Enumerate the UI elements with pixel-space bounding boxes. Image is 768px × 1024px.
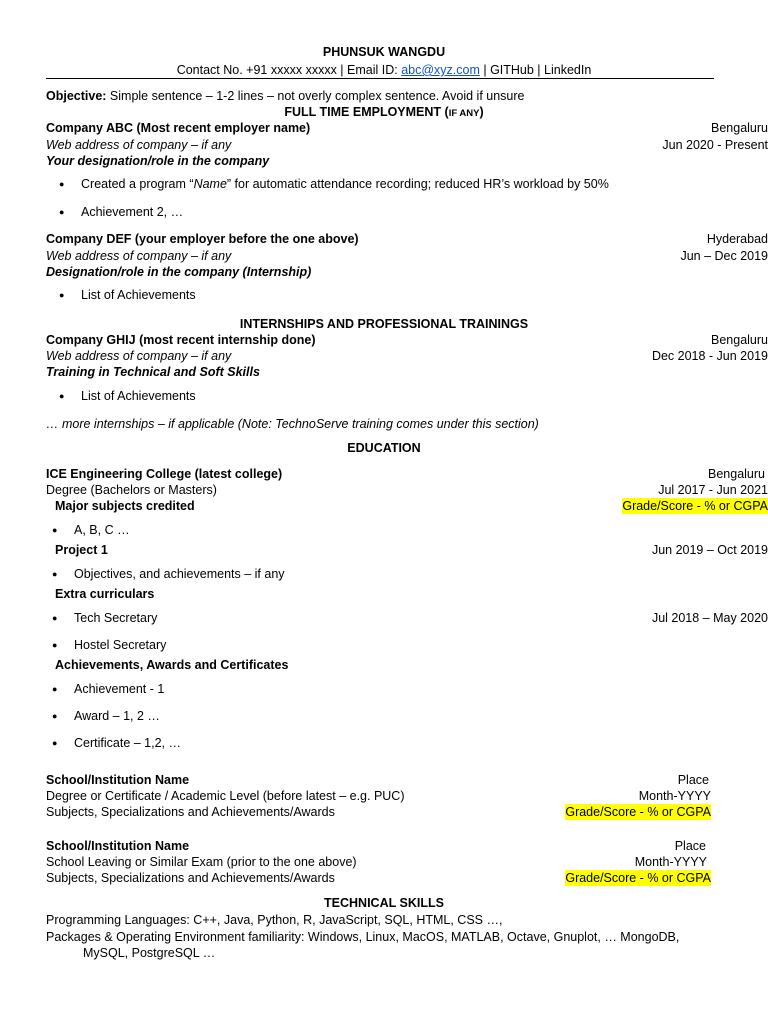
job2-dates: Jun – Dec 2019 (680, 249, 768, 263)
skills-heading: TECHNICAL SKILLS (324, 896, 444, 910)
job1-company: Company ABC (Most recent employer name) (46, 121, 311, 135)
more-internships-note: … more internships – if applicable (Note: TechnoServe training comes under this section) (46, 417, 539, 431)
contact-prefix: Contact No. +91 xxxxx xxxxx | Email ID: (176, 63, 402, 77)
project-label: Project 1 (55, 543, 108, 557)
job2-web: Web address of company – if any (46, 249, 232, 263)
awards-label: Achievements, Awards and Certificates (55, 658, 289, 672)
college-dates: Jul 2017 - Jun 2021 (658, 483, 768, 497)
project-dates: Jun 2019 – Oct 2019 (651, 543, 768, 557)
award-bullet-3: ● Certificate – 1,2, … (74, 735, 181, 751)
extra-bullet-1: ● Tech Secretary (74, 610, 157, 626)
intern-bullet-1: ● List of Achievements (81, 388, 196, 404)
header-divider (46, 78, 714, 79)
intern-place: Bengaluru (711, 333, 768, 347)
award-bullet-1: ● Achievement - 1 (74, 681, 164, 697)
email-link[interactable]: abc@xyz.com (401, 63, 480, 77)
job2-role: Designation/role in the company (Internship) (46, 265, 312, 279)
school1-level: Degree or Certificate / Academic Level (before latest – e.g. PUC) (46, 789, 405, 803)
major-subjects-label: Major subjects credited (55, 499, 195, 513)
contact-line (0, 62, 768, 78)
school2-level: School Leaving or Similar Exam (prior to the one above) (46, 855, 357, 869)
contact-suffix: | GITHub | LinkedIn (479, 63, 592, 77)
job1-bullet-1: ● Created a program “Name” for automatic attendance recording; reduced HR’s workload by 50% (81, 176, 609, 192)
school2-subjects: Subjects, Specializations and Achievements/Awards (46, 871, 335, 885)
college-place: Bengaluru (708, 467, 765, 481)
skills-packages: Packages & Operating Environment familiarity: Windows, Linux, MacOS, MATLAB, Octave, Gnuplot, … MongoDB, (46, 930, 680, 944)
candidate-name: PHUNSUK WANGDU (322, 45, 446, 59)
job1-bullet-2: ● Achievement 2, … (81, 204, 183, 220)
intern-dates: Dec 2018 - Jun 2019 (651, 349, 768, 363)
job2-company: Company DEF (your employer before the one above) (46, 232, 359, 246)
internships-heading: INTERNSHIPS AND PROFESSIONAL TRAININGS (239, 317, 529, 331)
school1-grade: Grade/Score - % or CGPA (565, 805, 711, 819)
award-bullet-2: ● Award – 1, 2 … (74, 708, 160, 724)
job1-dates: Jun 2020 - Present (662, 138, 768, 152)
employment-heading: FULL TIME EMPLOYMENT (IF ANY) (284, 105, 484, 119)
objective-line (46, 88, 525, 104)
intern-role: Training in Technical and Soft Skills (46, 365, 260, 379)
objective-label: Objective: (46, 89, 107, 103)
job1-web: Web address of company – if any (46, 138, 232, 152)
school2-place: Place (674, 839, 706, 853)
skills-languages: Programming Languages: C++, Java, Python, R, JavaScript, SQL, HTML, CSS …, (46, 913, 503, 927)
extra-curriculars-label: Extra curriculars (55, 587, 155, 601)
extra-bullet-2: ● Hostel Secretary (74, 637, 166, 653)
extra-dates: Jul 2018 – May 2020 (651, 611, 768, 625)
school2-date: Month-YYYY (634, 855, 707, 869)
job2-bullet-1: ● List of Achievements (81, 287, 196, 303)
school2-grade: Grade/Score - % or CGPA (565, 871, 711, 885)
college-degree: Degree (Bachelors or Masters) (46, 483, 217, 497)
school1-date: Month-YYYY (638, 789, 711, 803)
school1-place: Place (677, 773, 709, 787)
objective-text: Simple sentence – 1-2 lines – not overly complex sentence. Avoid if unsure (106, 89, 525, 103)
project-bullet: ● Objectives, and achievements – if any (74, 566, 285, 582)
school1-subjects: Subjects, Specializations and Achievements/Awards (46, 805, 335, 819)
job1-place: Bengaluru (711, 121, 768, 135)
intern-web: Web address of company – if any (46, 349, 232, 363)
education-heading: EDUCATION (347, 441, 421, 455)
intern-company: Company GHIJ (most recent internship done) (46, 333, 316, 347)
job1-role: Your designation/role in the company (46, 154, 270, 168)
college-grade: Grade/Score - % or CGPA (622, 499, 768, 513)
major-subjects-bullet: ● A, B, C … (74, 522, 130, 538)
school2-name: School/Institution Name (46, 839, 190, 853)
school1-name: School/Institution Name (46, 773, 190, 787)
job2-place: Hyderabad (706, 232, 768, 246)
skills-packages-cont: MySQL, PostgreSQL … (83, 946, 216, 960)
college-name: ICE Engineering College (latest college) (46, 467, 283, 481)
